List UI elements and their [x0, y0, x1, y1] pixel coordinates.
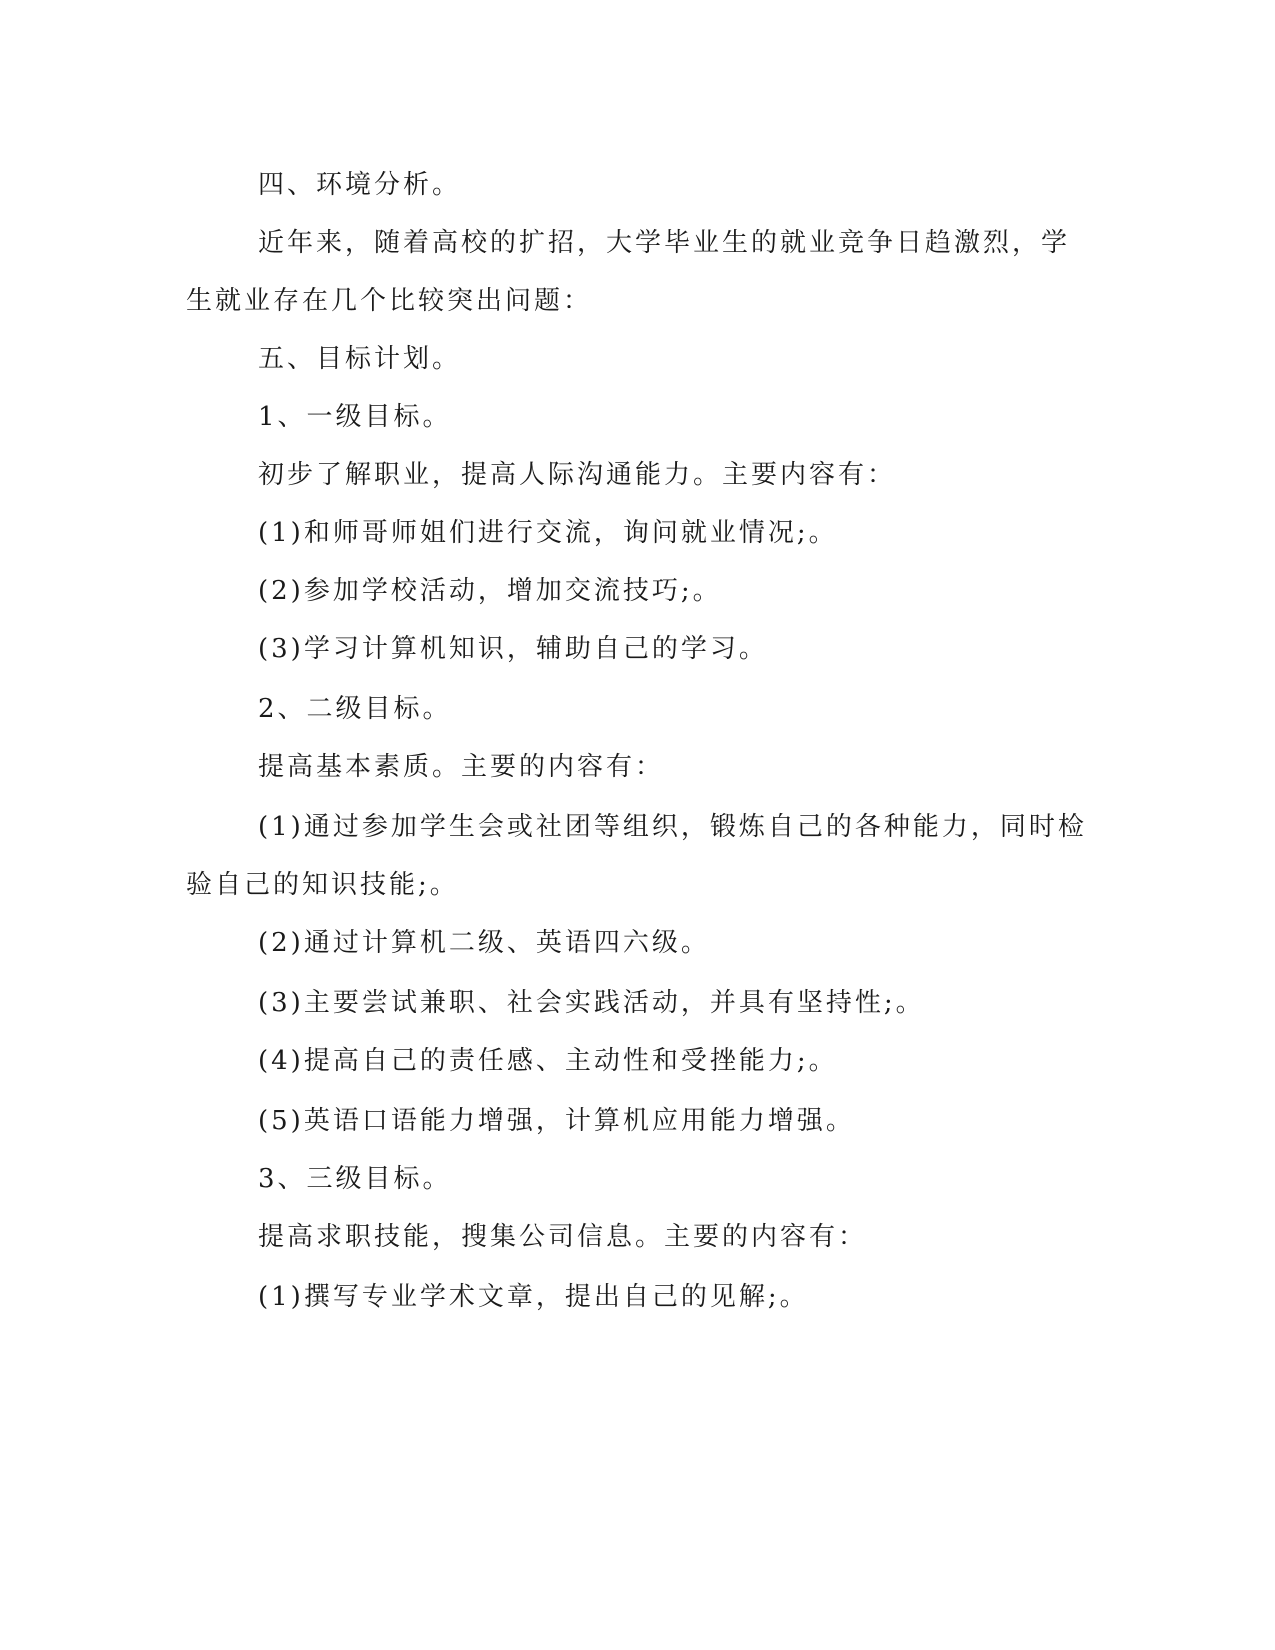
list-item: (4)提高自己的责任感、主动性和受挫能力;。	[258, 1046, 838, 1076]
list-item: (1)和师哥师姐们进行交流，询问就业情况;。	[258, 518, 838, 548]
list-item-continuation: 验自己的知识技能;。	[186, 870, 459, 900]
paragraph-line: 提高求职技能，搜集公司信息。主要的内容有：	[258, 1222, 868, 1252]
paragraph-line: 生就业存在几个比较突出问题：	[186, 286, 593, 316]
list-item: (5)英语口语能力增强，计算机应用能力增强。	[258, 1106, 855, 1136]
list-item: (2)参加学校活动，增加交流技巧;。	[258, 576, 722, 606]
paragraph-line: 近年来，随着高校的扩招，大学毕业生的就业竞争日趋激烈，学	[258, 228, 1071, 258]
list-item: (3)学习计算机知识，辅助自己的学习。	[258, 634, 768, 664]
paragraph-line: 提高基本素质。主要的内容有：	[258, 752, 665, 782]
list-item: (2)通过计算机二级、英语四六级。	[258, 928, 710, 958]
list-item: (1)撰写专业学术文章，提出自己的见解;。	[258, 1282, 809, 1312]
section-heading-goal-plan: 五、目标计划。	[258, 344, 462, 374]
section-heading-environment-analysis: 四、环境分析。	[258, 170, 462, 200]
list-item: (1)通过参加学生会或社团等组织，锻炼自己的各种能力，同时检	[258, 812, 1087, 842]
subheading-level-1-goal: 1、一级目标。	[258, 402, 452, 432]
subheading-level-2-goal: 2、二级目标。	[258, 694, 452, 724]
paragraph-line: 初步了解职业，提高人际沟通能力。主要内容有：	[258, 460, 897, 490]
list-item: (3)主要尝试兼职、社会实践活动，并具有坚持性;。	[258, 988, 925, 1018]
subheading-level-3-goal: 3、三级目标。	[258, 1164, 452, 1194]
